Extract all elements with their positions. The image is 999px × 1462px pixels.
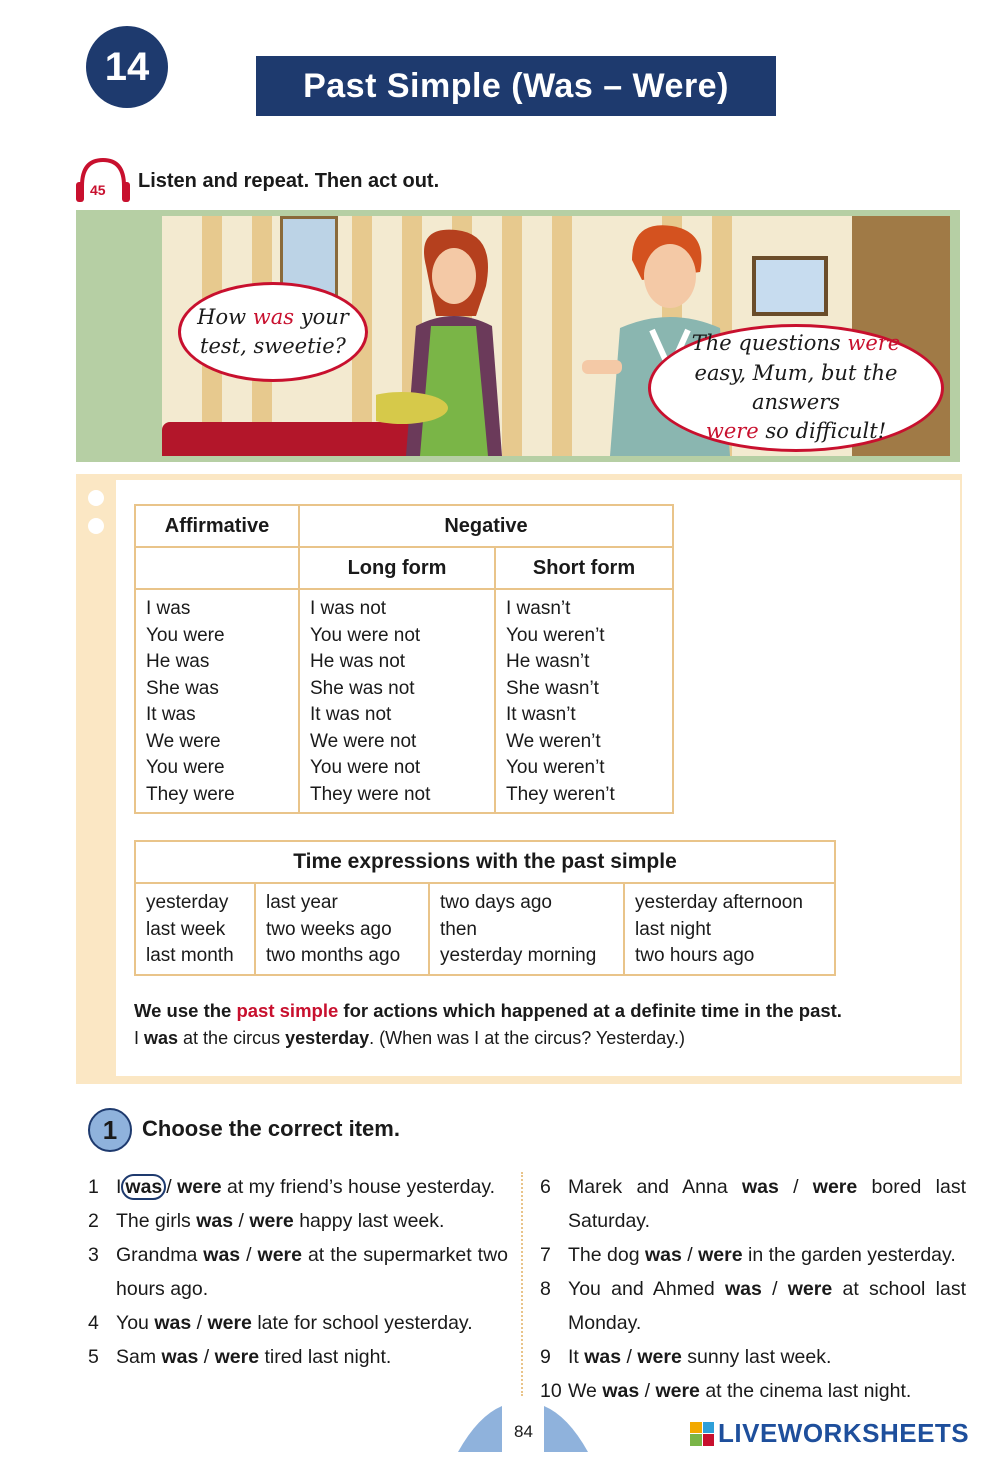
- page-number-tab: [458, 1406, 588, 1452]
- option-were[interactable]: were: [214, 1346, 260, 1368]
- item-number: 7: [540, 1244, 551, 1266]
- time-expressions-title: Time expressions with the past simple: [135, 841, 835, 883]
- list-item: We weren’t: [506, 730, 601, 752]
- wall-picture-image: [752, 256, 828, 316]
- item-text: You and Ahmed: [568, 1278, 725, 1300]
- list-item: yesterday afternoon: [635, 892, 803, 913]
- bubble1-text-start: How: [197, 304, 253, 329]
- list-item: She was not: [310, 677, 415, 699]
- list-item: You weren’t: [506, 624, 605, 646]
- item-separator: /: [240, 1244, 258, 1266]
- exercise-item: [88, 1170, 508, 1204]
- header-affirmative: Affirmative: [135, 505, 299, 547]
- item-number: 10: [540, 1380, 562, 1402]
- example-bold: yesterday: [285, 1028, 370, 1048]
- list-item: yesterday morning: [440, 945, 597, 966]
- bubble2-highlight-2: were: [705, 419, 759, 444]
- list-item: She wasn’t: [506, 677, 599, 699]
- speech-bubble-mother: [178, 282, 368, 382]
- list-item: two months ago: [266, 945, 401, 966]
- list-item: last night: [635, 918, 712, 940]
- headphones-icon: [76, 156, 130, 206]
- bubble1-text-end: your: [294, 304, 349, 329]
- item-number: 6: [540, 1176, 551, 1198]
- item-separator: /: [191, 1312, 208, 1334]
- item-text: The girls: [116, 1210, 197, 1232]
- option-was[interactable]: was: [724, 1278, 762, 1300]
- affirmative-column: [135, 589, 299, 813]
- item-text: I: [116, 1176, 122, 1198]
- item-text: Marek and Anna: [568, 1176, 742, 1198]
- rule-highlight: past simple: [236, 1000, 339, 1021]
- list-item: He was: [146, 651, 210, 672]
- list-item: You were not: [310, 624, 421, 646]
- exercise-item: [540, 1238, 966, 1272]
- bubble1-highlight: was: [252, 304, 295, 329]
- item-number: 2: [88, 1210, 99, 1232]
- option-was[interactable]: was: [584, 1346, 622, 1368]
- item-text: at my friend’s house yesterday.: [221, 1176, 496, 1198]
- column-divider: [521, 1172, 523, 1396]
- option-were[interactable]: were: [177, 1176, 222, 1198]
- list-item: They were not: [310, 783, 431, 805]
- exercise-item: [540, 1170, 966, 1238]
- option-were[interactable]: were: [655, 1380, 700, 1402]
- binder-hole-icon: [88, 518, 104, 534]
- example-part: at the circus: [178, 1028, 286, 1048]
- item-number: 4: [88, 1312, 99, 1334]
- exercise-item: [88, 1204, 508, 1238]
- list-item: It was not: [310, 704, 392, 725]
- item-text: at the supermarket two hours ago.: [116, 1244, 509, 1300]
- rule-text-start: We use the: [134, 1000, 237, 1021]
- exercise-item: [88, 1238, 508, 1306]
- option-was[interactable]: was: [154, 1312, 192, 1334]
- option-were[interactable]: were: [249, 1210, 294, 1232]
- exercise-item: [88, 1340, 508, 1374]
- option-was[interactable]: was: [203, 1244, 241, 1266]
- page-title: Past Simple (Was – Were): [256, 56, 776, 116]
- example-part: . (When was I at the circus? Yesterday.): [369, 1028, 685, 1048]
- option-was-selected[interactable]: was: [121, 1174, 166, 1200]
- item-separator: /: [761, 1278, 788, 1300]
- list-item: He wasn’t: [506, 651, 590, 672]
- option-was[interactable]: was: [196, 1210, 234, 1232]
- option-were[interactable]: were: [637, 1346, 682, 1368]
- item-text: bored last Saturday.: [568, 1176, 966, 1232]
- time-expressions-table: [134, 840, 836, 976]
- unit-number-badge: 14: [86, 26, 168, 108]
- list-item: It was: [146, 704, 196, 725]
- list-item: last month: [146, 945, 234, 966]
- list-item: They weren’t: [506, 783, 615, 805]
- item-number: 9: [540, 1346, 551, 1368]
- list-item: last week: [146, 918, 226, 940]
- list-item: It wasn’t: [506, 704, 576, 725]
- item-text: Grandma: [116, 1244, 204, 1266]
- list-item: two days ago: [440, 892, 552, 913]
- option-was[interactable]: was: [161, 1346, 199, 1368]
- exercise-column-left: [88, 1170, 508, 1374]
- item-text: at school last Monday.: [568, 1278, 966, 1334]
- bubble2-highlight-1: were: [847, 331, 901, 356]
- item-text: You: [116, 1312, 155, 1334]
- grammar-example: [134, 1028, 685, 1049]
- binder-hole-icon: [88, 490, 104, 506]
- header-empty: [135, 547, 299, 589]
- item-text: sunny last week.: [681, 1346, 832, 1368]
- bubble2-line2: easy, Mum, but the answers: [694, 360, 898, 414]
- list-item: We were: [146, 730, 221, 752]
- item-text: late for school yesterday.: [251, 1312, 473, 1334]
- item-text: tired last night.: [259, 1346, 392, 1368]
- listen-instruction-row: [76, 156, 439, 206]
- example-bold: was: [144, 1028, 179, 1048]
- item-text: We: [568, 1380, 603, 1402]
- short-form-column: [495, 589, 673, 813]
- list-item: I was: [146, 598, 191, 619]
- item-text: at the cinema last night.: [699, 1380, 912, 1402]
- list-item: You were: [146, 624, 225, 646]
- exercise-item: [540, 1374, 966, 1408]
- was-were-table: [134, 504, 674, 814]
- list-item: then: [440, 918, 477, 940]
- exercise-title: Choose the correct item.: [142, 1116, 400, 1141]
- page-number: 84: [514, 1422, 533, 1441]
- list-item: two weeks ago: [266, 918, 392, 940]
- option-were[interactable]: were: [698, 1244, 743, 1266]
- time-column-4: [624, 883, 835, 975]
- item-number: 3: [88, 1244, 99, 1266]
- option-were[interactable]: were: [812, 1176, 858, 1198]
- list-item: He was not: [310, 651, 406, 672]
- list-item: last year: [266, 892, 338, 913]
- grammar-rule: [134, 1000, 842, 1022]
- list-item: yesterday: [146, 892, 229, 913]
- item-number: 8: [540, 1278, 551, 1300]
- liveworksheets-icon: [690, 1422, 714, 1446]
- option-were[interactable]: were: [787, 1278, 833, 1300]
- item-separator: /: [681, 1244, 699, 1266]
- item-separator: /: [778, 1176, 813, 1198]
- item-text: The dog: [568, 1244, 645, 1266]
- mother-character-image: [376, 226, 526, 456]
- list-item: two hours ago: [635, 945, 755, 966]
- option-was[interactable]: was: [602, 1380, 640, 1402]
- option-was[interactable]: was: [644, 1244, 682, 1266]
- list-item: You were: [146, 757, 225, 778]
- long-form-column: [299, 589, 495, 813]
- item-separator: /: [166, 1176, 178, 1198]
- item-separator: /: [198, 1346, 215, 1368]
- listen-instruction: Listen and repeat. Then act out.: [138, 169, 440, 192]
- exercise-item: [88, 1306, 508, 1340]
- item-separator: /: [621, 1346, 638, 1368]
- item-text: in the garden yesterday.: [742, 1244, 956, 1266]
- rule-text-end: for actions which happened at a definite time in the past.: [338, 1000, 842, 1021]
- track-number: 45: [90, 182, 106, 198]
- list-item: You weren’t: [506, 757, 605, 778]
- list-item: They were: [146, 783, 235, 805]
- exercise-number-badge: 1: [88, 1108, 132, 1152]
- list-item: You were not: [310, 757, 421, 778]
- bubble2-line1: The questions: [691, 331, 848, 356]
- list-item: I wasn’t: [506, 598, 571, 619]
- time-column-3: [429, 883, 624, 975]
- item-text: Sam: [116, 1346, 162, 1368]
- list-item: She was: [146, 677, 219, 699]
- time-column-2: [255, 883, 429, 975]
- item-separator: /: [233, 1210, 250, 1232]
- list-item: We were not: [310, 730, 417, 752]
- item-number: 5: [88, 1346, 99, 1368]
- header-long-form: Long form: [299, 547, 495, 589]
- exercise-column-right: [540, 1170, 966, 1408]
- item-number: 1: [88, 1176, 99, 1198]
- option-was[interactable]: was: [741, 1176, 779, 1198]
- item-text: It: [568, 1346, 585, 1368]
- brand-name: LIVEWORKSHEETS: [718, 1418, 970, 1448]
- bubble2-line3: so difficult!: [758, 419, 887, 444]
- option-were[interactable]: were: [207, 1312, 252, 1334]
- example-part: I: [134, 1028, 145, 1048]
- bubble1-line2: test, sweetie?: [200, 334, 346, 358]
- brand-logo[interactable]: [690, 1418, 969, 1449]
- option-were[interactable]: were: [257, 1244, 302, 1266]
- item-separator: /: [639, 1380, 656, 1402]
- exercise-item: [540, 1340, 966, 1374]
- speech-bubble-boy: [648, 324, 944, 452]
- item-text: happy last week.: [293, 1210, 445, 1232]
- time-column-1: [135, 883, 255, 975]
- list-item: I was not: [310, 598, 387, 619]
- header-short-form: Short form: [495, 547, 673, 589]
- header-negative: Negative: [299, 505, 673, 547]
- exercise-item: [540, 1272, 966, 1340]
